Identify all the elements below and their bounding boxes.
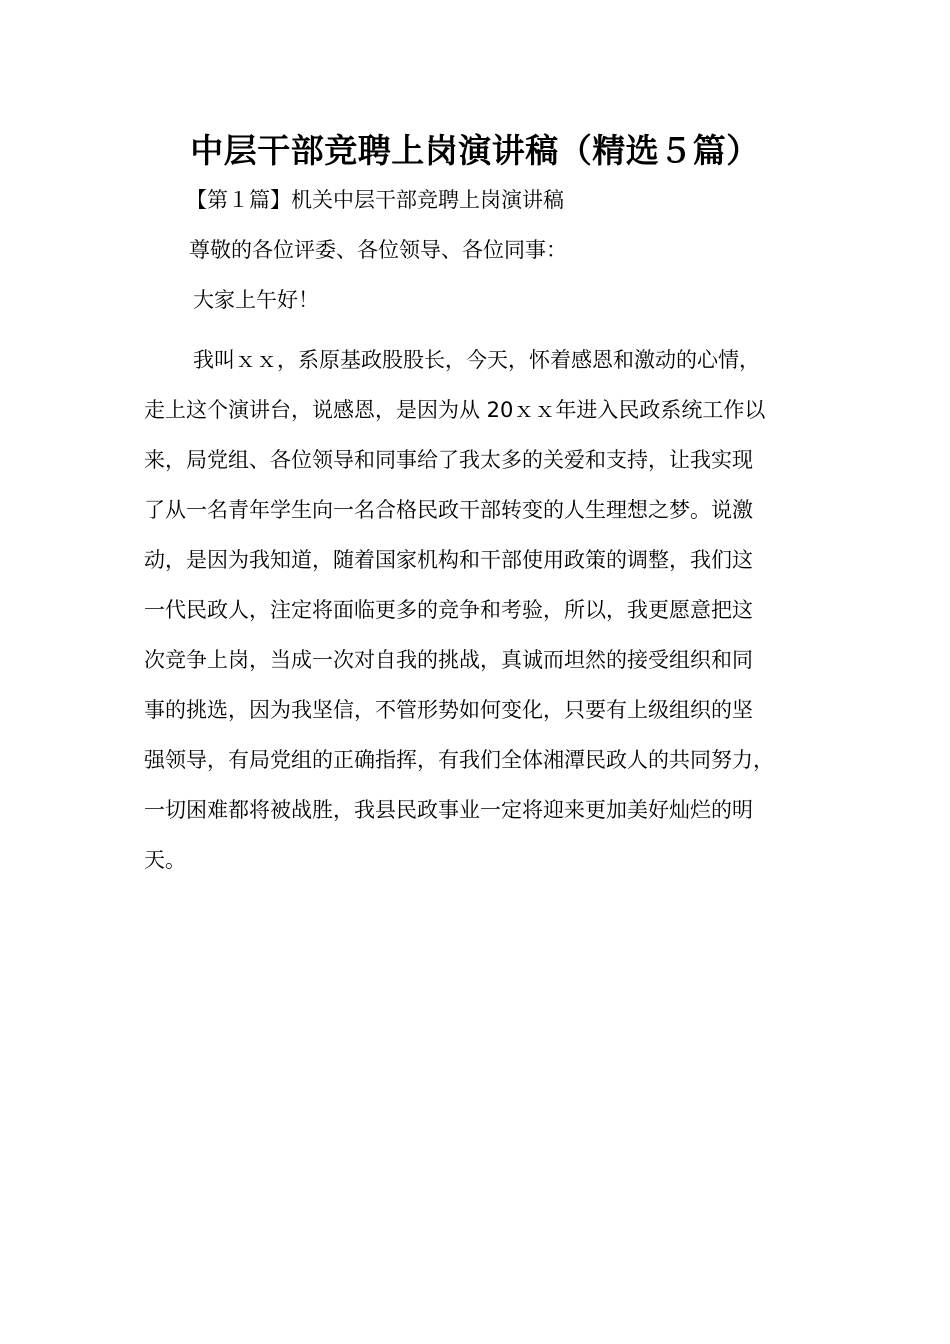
- document-title: 中层干部竞聘上岗演讲稿（精选５篇）: [190, 131, 760, 170]
- body-line: 走上这个演讲台，说感恩，是因为从 20ｘｘ年进入民政系统工作以: [144, 398, 766, 422]
- body-line: 了从一名青年学生向一名合格民政干部转变的人生理想之梦。说激: [144, 498, 753, 522]
- body-line: 来，局党组、各位领导和同事给了我太多的关爱和支持，让我实现: [144, 448, 753, 472]
- body-line: 事的挑选，因为我坚信，不管形势如何变化，只要有上级组织的坚: [144, 698, 753, 722]
- article-heading: 【第１篇】机关中层干部竞聘上岗演讲稿: [186, 188, 564, 212]
- body-paragraph: [144, 335, 824, 885]
- body-line: 一切困难都将被战胜，我县民政事业一定将迎来更加美好灿烂的明: [144, 798, 753, 822]
- body-line: 我叫ｘｘ，系原基政股股长，今天，怀着感恩和激动的心情，: [193, 348, 760, 372]
- body-line: 天。: [144, 848, 186, 872]
- body-line: 动，是因为我知道，随着国家机构和干部使用政策的调整，我们这: [144, 548, 753, 572]
- body-line: 强领导，有局党组的正确指挥，有我们全体湘潭民政人的共同努力，: [144, 748, 774, 772]
- salutation: 尊敬的各位评委、各位领导、各位同事：: [189, 238, 567, 262]
- body-line: 次竞争上岗，当成一次对自我的挑战，真诚而坦然的接受组织和同: [144, 648, 753, 672]
- greeting: 大家上午好！: [193, 288, 319, 312]
- body-line: 一代民政人，注定将面临更多的竞争和考验，所以，我更愿意把这: [144, 598, 753, 622]
